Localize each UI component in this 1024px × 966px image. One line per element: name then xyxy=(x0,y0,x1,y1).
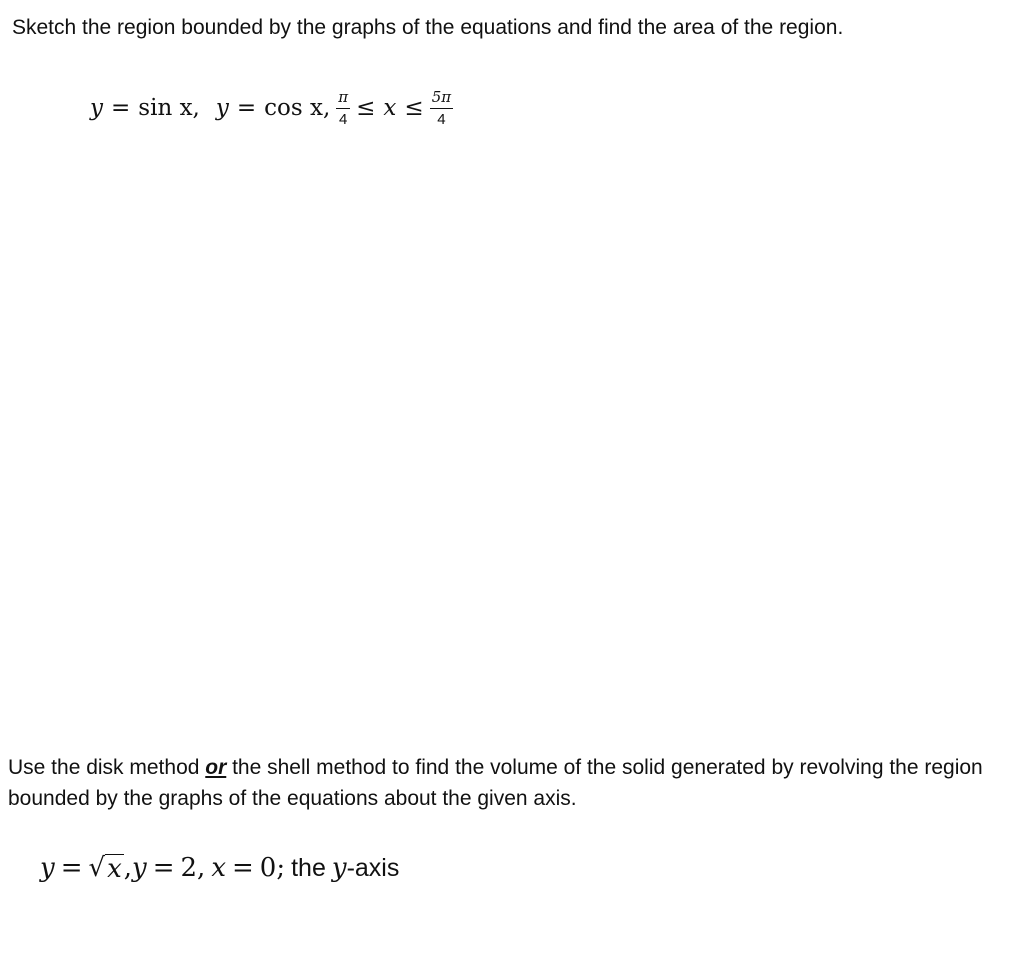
q2-comma: , xyxy=(123,853,133,883)
q2-value-0: 0; xyxy=(259,853,286,883)
radicand: x xyxy=(107,854,122,884)
problem-2-prompt-start: Use the disk method xyxy=(8,756,206,779)
lower-bound-fraction xyxy=(336,89,350,128)
upper-bound-numerator: 5π xyxy=(430,89,453,109)
eq2-rhs: cos x xyxy=(264,95,323,121)
interval-variable: x xyxy=(383,95,397,121)
q2-y: y xyxy=(40,853,55,883)
upper-bound-denominator: 4 xyxy=(437,110,446,128)
q2-equals-2: = xyxy=(152,853,175,883)
problem-2-prompt-end: the shell method to find the volume of the solid generated by revolving the region bounded by the graphs of the equations about the given axis. xyxy=(8,756,983,810)
lower-bound-numerator: π xyxy=(336,89,350,109)
eq2-lhs: y xyxy=(215,95,229,121)
lower-bound-denominator: 4 xyxy=(339,110,348,128)
problem-1-prompt: Sketch the region bounded by the graphs of the equations and find the area of the region. xyxy=(12,16,844,39)
eq2-comma: , xyxy=(322,95,331,121)
eq1-lhs: y xyxy=(90,95,103,121)
q2-the-word: the xyxy=(291,853,326,882)
q2-y-2: y xyxy=(132,853,147,883)
square-root xyxy=(89,853,124,883)
eq1-rhs: sin x xyxy=(138,95,193,121)
q2-axis-variable: y xyxy=(331,853,347,883)
problem-2-prompt xyxy=(8,752,1008,814)
leq-symbol-2: ≤ xyxy=(404,95,424,121)
q2-value-2: 2, xyxy=(180,853,206,883)
problem-2-equation xyxy=(40,848,399,888)
upper-bound-fraction xyxy=(430,89,453,128)
radical-sign: √ xyxy=(88,853,106,883)
eq2-equals: = xyxy=(236,95,257,121)
q2-x: x xyxy=(211,853,226,883)
eq1-equals: = xyxy=(111,95,131,121)
leq-symbol-1: ≤ xyxy=(356,95,376,121)
q2-equals-3: = xyxy=(232,853,254,883)
q2-equals-1: = xyxy=(60,853,83,883)
problem-2-prompt-emphasis: or xyxy=(205,756,227,779)
q2-axis-suffix: -axis xyxy=(346,853,400,882)
eq1-comma: , xyxy=(192,95,200,121)
problem-1-equation xyxy=(90,78,459,138)
